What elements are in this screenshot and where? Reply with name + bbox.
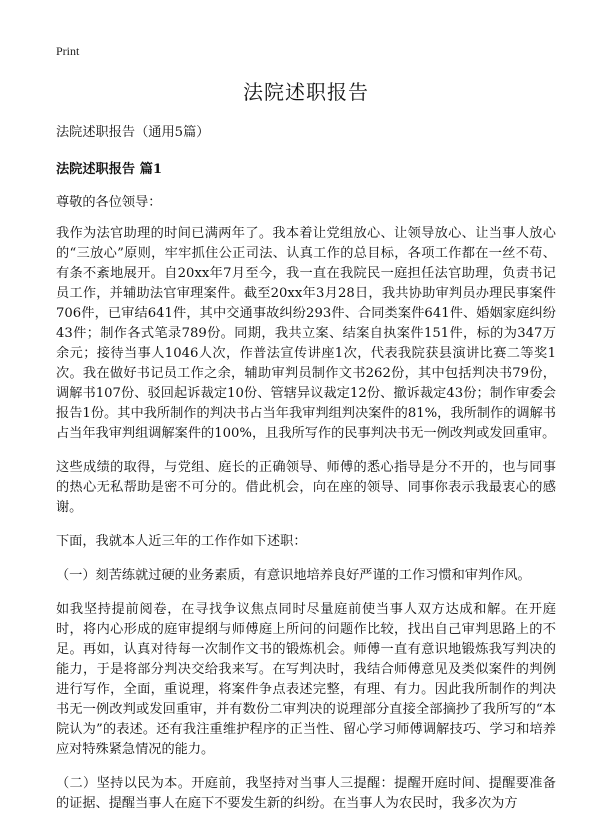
paragraph: 我作为法官助理的时间已满两年了。我本着让党组放心、让领导放心、让当事人放心的“三放心”原则，牢牢抓住公正司法、认真工作的总目标，各项工作都在一丝不苟、有条不紊地展开。自20xx年7月至今，我一直在我院民一庭担任法官助理，负责书记员工作，并辅助法官审理案件。截至20xx年3月28日，我共协助审判员办理民事案件706件，已审结641件，其中交通事故纠纷293件、合同类案件641件、婚姻家庭纠纷43件；制作各式笔录789份。同期，我共立案、结案自执案件151件，标的为347万余元；接待当事人1046人次，作普法宣传讲座1次，代表我院获县演讲比赛二等奖1次。我在做好书记员工作之余，辅助审判员制作文书262份，其中包括判决书79份，调解书107份、驳回起诉裁定10份、管辖异议裁定12份、撤诉裁定43份；制作审委会报告1份。其中我所制作的判决书占当年我审判组判决案件的81%，我所制作的调解书占当年我审判组调解案件的100%，且我所写作的民事判决书无一例改判或发回重审。	[56, 226, 556, 441]
page-title: 法院述职报告	[243, 80, 369, 104]
paragraph: 下面，我就本人近三年的工作作如下述职：	[56, 534, 307, 549]
paragraph: （一）刻苦练就过硬的业务素质，有意识地培养良好严谨的工作习惯和审判作风。	[56, 568, 531, 583]
paragraph: 这些成绩的取得，与党组、庭长的正确领导、师傅的悉心指导是分不开的，也与同事的热心无私帮助是密不可分的。借此机会，向在座的领导、同事你表示我最衷心的感谢。	[56, 460, 556, 515]
print-link[interactable]: Print	[56, 44, 80, 58]
document-subtitle: 法院述职报告（通用5篇）	[56, 125, 210, 140]
section-heading: 法院述职报告 篇1	[56, 162, 163, 177]
paragraph: 如我坚持提前阅卷，在寻找争议焦点同时尽量庭前使当事人双方达成和解。在开庭时，将内心形成的庭审提纲与师傅庭上所问的问题作比较，找出自己审判思路上的不足。再如，认真对待每一次制作文书的锻炼机会。师傅一直有意识地锻炼我写判决的能力，于是将部分判决交给我来写。在写判决时，我结合师傅意见及类似案件的判例进行写作，全面，重说理，将案件争点表述完整，有理、有力。因此我所制作的判决书无一例改判或发回重审，并有数份二审判决的说理部分直接全部摘抄了我所写的“本院认为”的表述。还有我注重维护程序的正当性、留心学习师傅调解技巧、学习和培养应对特殊紧急情况的能力。	[56, 602, 556, 757]
document-body	[56, 72, 556, 814]
salutation: 尊敬的各位领导：	[56, 195, 162, 210]
paragraph: （二）坚持以民为本。开庭前，我坚持对当事人三提醒：提醒开庭时间、提醒要准备的证据、提醒当事人在庭下不要发生新的纠纷。在当事人为农民时，我多次为方	[56, 776, 556, 811]
